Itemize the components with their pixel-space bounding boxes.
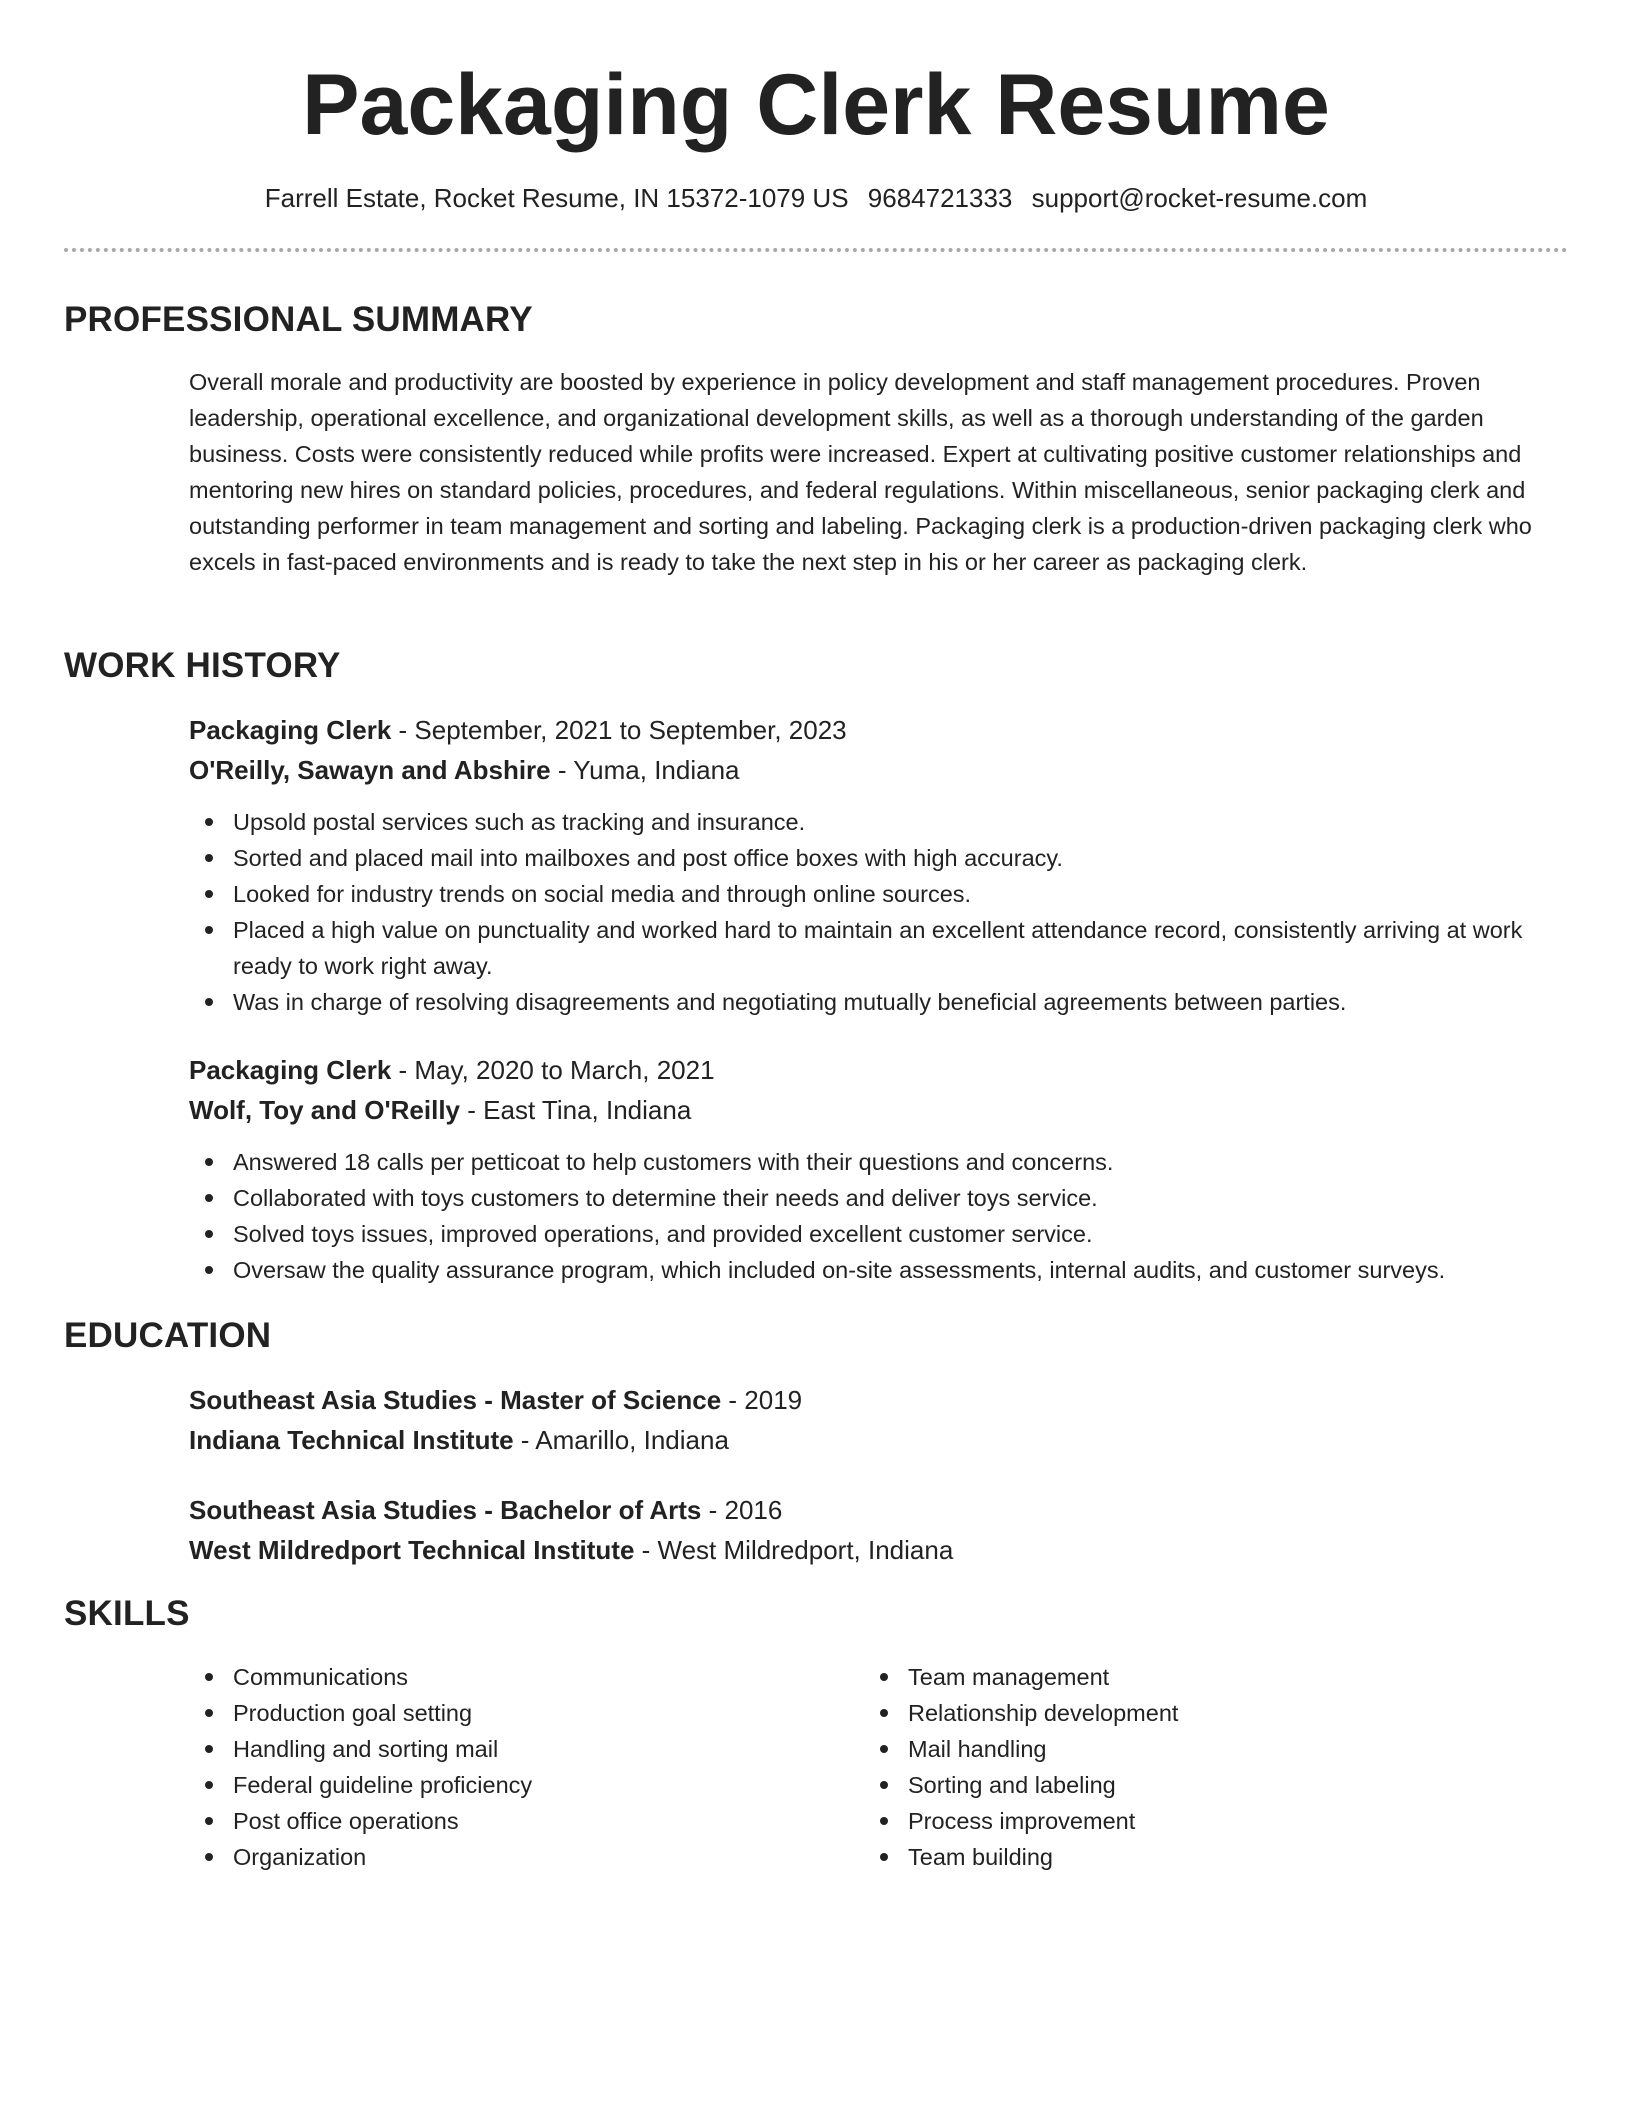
education-heading: EDUCATION bbox=[64, 1316, 272, 1355]
skill-item bbox=[864, 1695, 1424, 1731]
job-dates: - May, 2020 to March, 2021 bbox=[391, 1055, 715, 1085]
list-item bbox=[189, 1144, 1564, 1180]
bullet-icon bbox=[205, 1266, 213, 1274]
bullet-text: Sorted and placed mail into mailboxes and post office boxes with high accuracy. bbox=[233, 845, 1063, 871]
skill-text: Production goal setting bbox=[233, 1700, 473, 1726]
bullet-icon bbox=[205, 998, 213, 1006]
bullet-text: Oversaw the quality assurance program, which included on-site assessments, internal audits, and customer surveys. bbox=[233, 1257, 1446, 1283]
bullet-icon bbox=[205, 854, 213, 862]
job-bullets bbox=[189, 1144, 1564, 1288]
bullet-icon bbox=[205, 1709, 213, 1717]
education-entry bbox=[189, 1380, 1564, 1460]
skill-text: Mail handling bbox=[908, 1736, 1047, 1762]
skill-item bbox=[189, 1695, 749, 1731]
skill-text: Handling and sorting mail bbox=[233, 1736, 499, 1762]
skill-text: Communications bbox=[233, 1664, 409, 1690]
skills-heading: SKILLS bbox=[64, 1594, 190, 1633]
skills-list bbox=[189, 1659, 749, 1875]
summary-text: Overall morale and productivity are boosted by experience in policy development and staff management procedures. Proven leadership, operational excellence, and organizational development skills, as well as a thorough understanding of the garden business. Costs were consistently reduced while profits were increased. Expert at cultivating positive customer relationships and mentoring new hires on standard policies, procedures, and federal regulations. Within miscellaneous, senior packaging clerk and outstanding performer in team management and sorting and labeling. Packaging clerk is a production-driven packaging clerk who excels in fast-paced environments and is ready to take the next step in his or her career as packaging clerk. bbox=[189, 369, 1532, 575]
bullet-text: Was in charge of resolving disagreements and negotiating mutually beneficial agreements between parties. bbox=[233, 989, 1347, 1015]
bullet-text: Collaborated with toys customers to determine their needs and deliver toys service. bbox=[233, 1185, 1098, 1211]
bullet-text: Upsold postal services such as tracking and insurance. bbox=[233, 809, 806, 835]
skill-item bbox=[864, 1839, 1424, 1875]
education-entry bbox=[189, 1490, 1564, 1570]
bullet-icon bbox=[880, 1853, 888, 1861]
skill-text: Post office operations bbox=[233, 1808, 459, 1834]
skill-text: Team building bbox=[908, 1844, 1054, 1870]
contact-address: Farrell Estate, Rocket Resume, IN 15372-1079 US bbox=[264, 183, 849, 213]
summary-heading: PROFESSIONAL SUMMARY bbox=[64, 300, 533, 339]
bullet-icon bbox=[205, 1673, 213, 1681]
header-divider bbox=[64, 248, 1568, 252]
bullet-icon bbox=[880, 1817, 888, 1825]
skills-list bbox=[864, 1659, 1424, 1875]
skill-item bbox=[189, 1731, 749, 1767]
skill-text: Process improvement bbox=[908, 1808, 1136, 1834]
skill-text: Sorting and labeling bbox=[908, 1772, 1116, 1798]
job-company-line bbox=[189, 750, 1564, 790]
skill-text: Relationship development bbox=[908, 1700, 1179, 1726]
job-dates: - September, 2021 to September, 2023 bbox=[391, 715, 847, 745]
school-location: - Amarillo, Indiana bbox=[513, 1425, 729, 1455]
degree-year: - 2019 bbox=[721, 1385, 803, 1415]
school: Indiana Technical Institute bbox=[189, 1425, 514, 1455]
job-entry bbox=[189, 710, 1564, 1020]
list-item bbox=[189, 1216, 1564, 1252]
bullet-icon bbox=[205, 1230, 213, 1238]
bullet-icon bbox=[205, 890, 213, 898]
bullet-icon bbox=[205, 926, 213, 934]
resume-title: Packaging Clerk Resume bbox=[302, 57, 1330, 153]
skill-item bbox=[189, 1659, 749, 1695]
bullet-icon bbox=[205, 1194, 213, 1202]
bullet-icon bbox=[205, 1745, 213, 1753]
summary-block bbox=[189, 364, 1564, 580]
job-bullets bbox=[189, 804, 1564, 1020]
skill-item bbox=[189, 1839, 749, 1875]
bullet-icon bbox=[205, 1158, 213, 1166]
degree-line bbox=[189, 1490, 1564, 1530]
list-item bbox=[189, 1252, 1564, 1288]
school-line bbox=[189, 1530, 1564, 1570]
bullet-icon bbox=[205, 1817, 213, 1825]
job-title: Packaging Clerk bbox=[189, 715, 392, 745]
skills-column-right bbox=[864, 1659, 1424, 1875]
contact-phone: 9684721333 bbox=[867, 183, 1013, 213]
school-line bbox=[189, 1420, 1564, 1460]
job-company: O'Reilly, Sawayn and Abshire bbox=[189, 755, 551, 785]
job-title-line bbox=[189, 1050, 1564, 1090]
bullet-icon bbox=[880, 1709, 888, 1717]
list-item bbox=[189, 912, 1564, 984]
skill-item bbox=[189, 1767, 749, 1803]
job-company-line bbox=[189, 1090, 1564, 1130]
skill-item bbox=[864, 1803, 1424, 1839]
job-entry bbox=[189, 1050, 1564, 1288]
list-item bbox=[189, 840, 1564, 876]
list-item bbox=[189, 804, 1564, 840]
contact-line bbox=[0, 180, 1632, 216]
bullet-text: Placed a high value on punctuality and worked hard to maintain an excellent attendance record, consistently arriving at work ready to work right away. bbox=[233, 917, 1523, 979]
degree-line bbox=[189, 1380, 1564, 1420]
skills-column-left bbox=[189, 1659, 749, 1875]
bullet-icon bbox=[205, 1781, 213, 1789]
bullet-icon bbox=[880, 1673, 888, 1681]
job-location: - East Tina, Indiana bbox=[460, 1095, 692, 1125]
job-location: - Yuma, Indiana bbox=[550, 755, 740, 785]
bullet-icon bbox=[880, 1781, 888, 1789]
degree: Southeast Asia Studies - Bachelor of Arts bbox=[189, 1495, 702, 1525]
degree: Southeast Asia Studies - Master of Science bbox=[189, 1385, 722, 1415]
bullet-icon bbox=[205, 1853, 213, 1861]
list-item bbox=[189, 1180, 1564, 1216]
job-title: Packaging Clerk bbox=[189, 1055, 392, 1085]
job-company: Wolf, Toy and O'Reilly bbox=[189, 1095, 461, 1125]
skill-item bbox=[189, 1803, 749, 1839]
job-title-line bbox=[189, 710, 1564, 750]
bullet-text: Answered 18 calls per petticoat to help customers with their questions and concerns. bbox=[233, 1149, 1114, 1175]
school: West Mildredport Technical Institute bbox=[189, 1535, 635, 1565]
bullet-text: Looked for industry trends on social media and through online sources. bbox=[233, 881, 972, 907]
bullet-icon bbox=[205, 818, 213, 826]
list-item bbox=[189, 984, 1564, 1020]
bullet-text: Solved toys issues, improved operations, and provided excellent customer service. bbox=[233, 1221, 1093, 1247]
skill-item bbox=[864, 1767, 1424, 1803]
work-history-heading: WORK HISTORY bbox=[64, 646, 341, 685]
school-location: - West Mildredport, Indiana bbox=[634, 1535, 954, 1565]
bullet-icon bbox=[880, 1745, 888, 1753]
skill-item bbox=[864, 1731, 1424, 1767]
skill-text: Federal guideline proficiency bbox=[233, 1772, 533, 1798]
skill-text: Team management bbox=[908, 1664, 1110, 1690]
list-item bbox=[189, 876, 1564, 912]
skill-item bbox=[864, 1659, 1424, 1695]
skill-text: Organization bbox=[233, 1844, 367, 1870]
contact-email: support@rocket-resume.com bbox=[1031, 183, 1368, 213]
degree-year: - 2016 bbox=[701, 1495, 783, 1525]
